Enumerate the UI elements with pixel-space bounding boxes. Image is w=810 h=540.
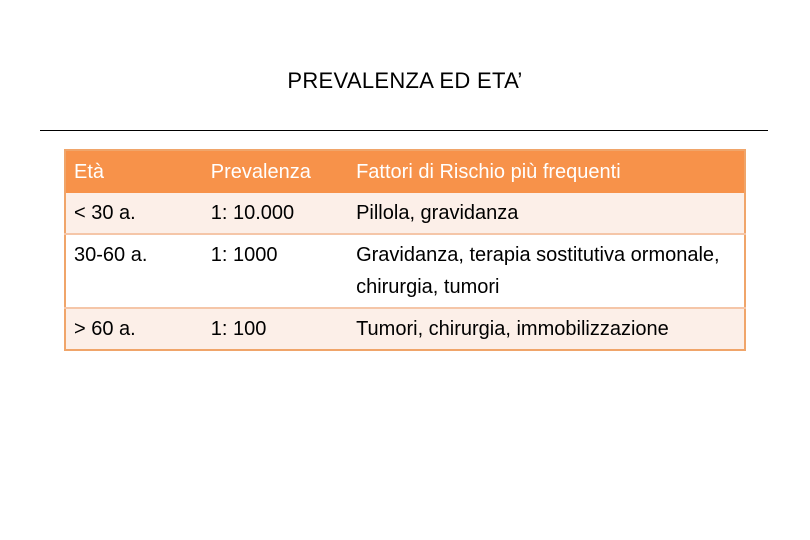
cell-prevalence: 1: 1000 (203, 234, 348, 308)
header-prevalence: Prevalenza (203, 150, 348, 193)
prevalence-table (64, 149, 746, 351)
table-row (65, 193, 745, 234)
header-risk-factors: Fattori di Rischio più frequenti (348, 150, 745, 193)
table-row (65, 234, 745, 308)
cell-risk-factors: Gravidanza, terapia sostitutiva ormonale, chirurgia, tumori (348, 234, 745, 308)
title-divider (40, 130, 768, 131)
header-age: Età (65, 150, 203, 193)
cell-prevalence: 1: 100 (203, 308, 348, 350)
cell-risk-factors: Pillola, gravidanza (348, 193, 745, 234)
cell-prevalence: 1: 10.000 (203, 193, 348, 234)
cell-risk-factors: Tumori, chirurgia, immobilizzazione (348, 308, 745, 350)
table-row (65, 308, 745, 350)
cell-age: < 30 a. (65, 193, 203, 234)
cell-age: 30-60 a. (65, 234, 203, 308)
table-header-row (65, 150, 745, 193)
cell-age: > 60 a. (65, 308, 203, 350)
slide-title: PREVALENZA ED ETA’ (287, 68, 523, 93)
